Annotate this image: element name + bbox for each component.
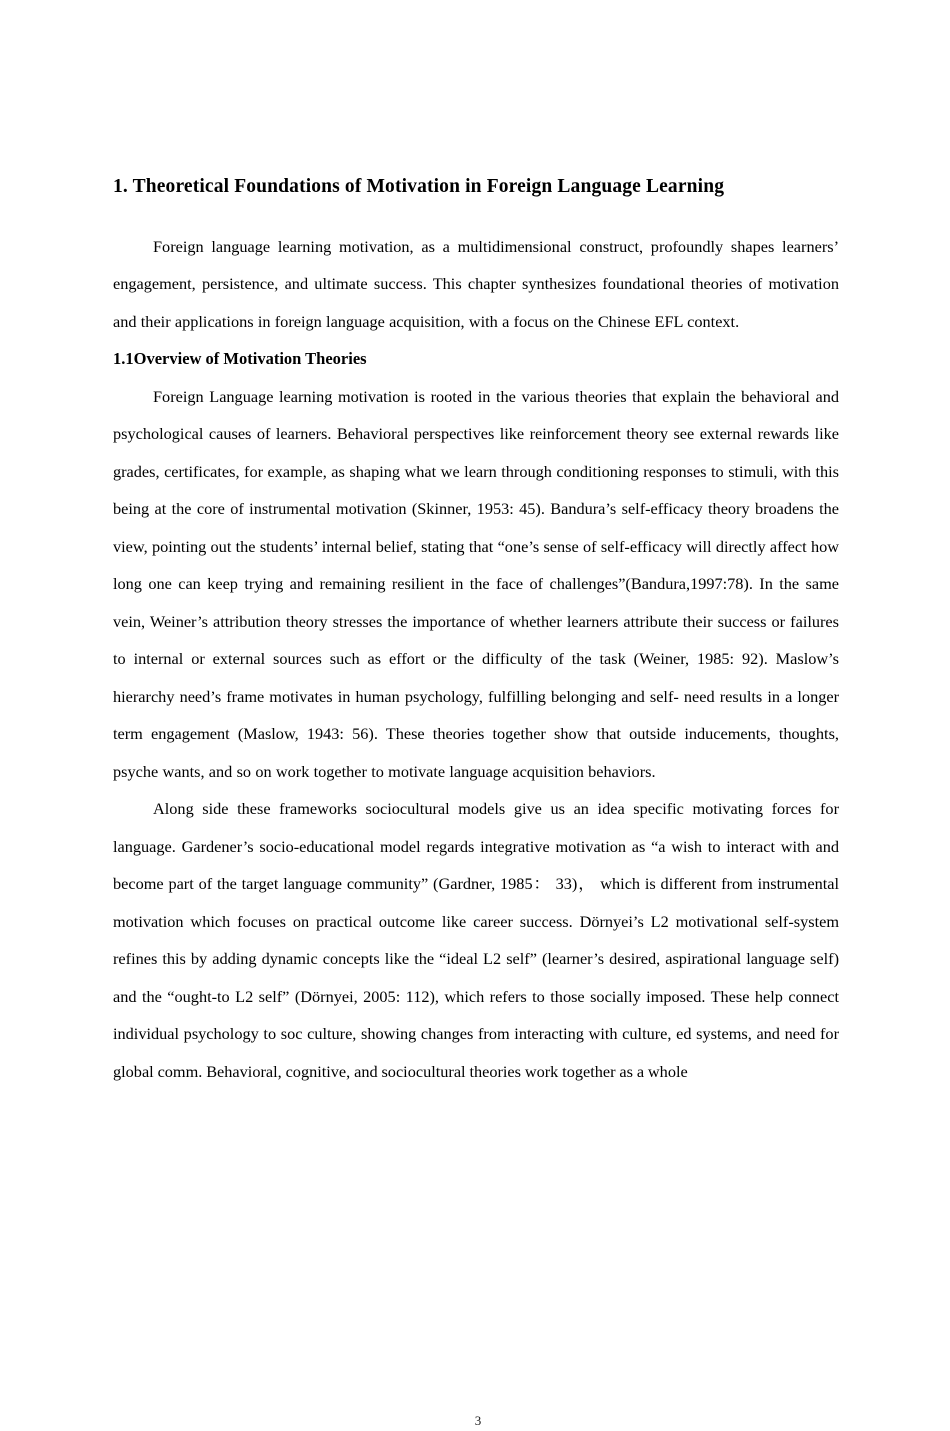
section-heading-1: 1. Theoretical Foundations of Motivation in Foreign Language Learning [113, 176, 725, 197]
paragraph-motivation-theories: Foreign Language learning motivation is rooted in the various theories that explain the behavioral and psychological causes of learners. Behavioral perspectives like reinforcement theory see external rewards like grades, certificates, for example, as shaping what we learn through conditioning responses to stimuli, with this being at the core of instrumental motivation (Skinner, 1953: 45). Bandura’s self-efficacy theory broadens the view, pointing out the students’ internal belief, stating that “one’s sense of self-efficacy will directly affect how long one can keep trying and remaining resilient in the face of challenges”(Bandura,1997:78). In the same vein, Weiner’s attribution theory stresses the importance of whether learners attribute their success or failures to internal or external sources such as effort or the difficulty of the task (Weiner, 1985: 92). Maslow’s hierarchy need’s frame motivates in human psychology, fulfilling belonging and self- need results in a longer term engagement (Maslow, 1943: 56). These theories together show that outside inducements, thoughts, psyche wants, and so on work together to motivate language acquisition behaviors. [113, 386, 839, 781]
paragraph-intro: Foreign language learning motivation, as a multidimensional construct, profoundly shapes learners’ engagement, persistence, and ultimate success. This chapter synthesizes foundational theories of motivation and their applications in foreign language acquisition, with a focus on the Chinese EFL context. [113, 236, 839, 331]
paragraph-sociocultural-models: Along side these frameworks sociocultural models give us an idea specific motivating forces for language. Gardener’s socio-educational model regards integrative motivation as “a wish to interact with and become part of the target language community” (Gardner, 1985： 33)， which is different from instrumental motivation which focuses on practical outcome like career success. Dörnyei’s L2 motivational self-system refines this by adding dynamic concepts like the “ideal L2 self” (learner’s desired, aspirational language self) and the “ought-to L2 self” (Dörnyei, 2005: 112), which refers to those socially imposed. These help connect individual psychology to soc culture, showing changes from interacting with culture, ed systems, and need for global comm. Behavioral, cognitive, and sociocultural theories work together as a whole [113, 799, 839, 1081]
page-content [113, 168, 839, 1428]
subsection-heading-1-1: 1.1Overview of Motivation Theories [113, 349, 367, 368]
page-number: 3 [474, 1413, 482, 1428]
